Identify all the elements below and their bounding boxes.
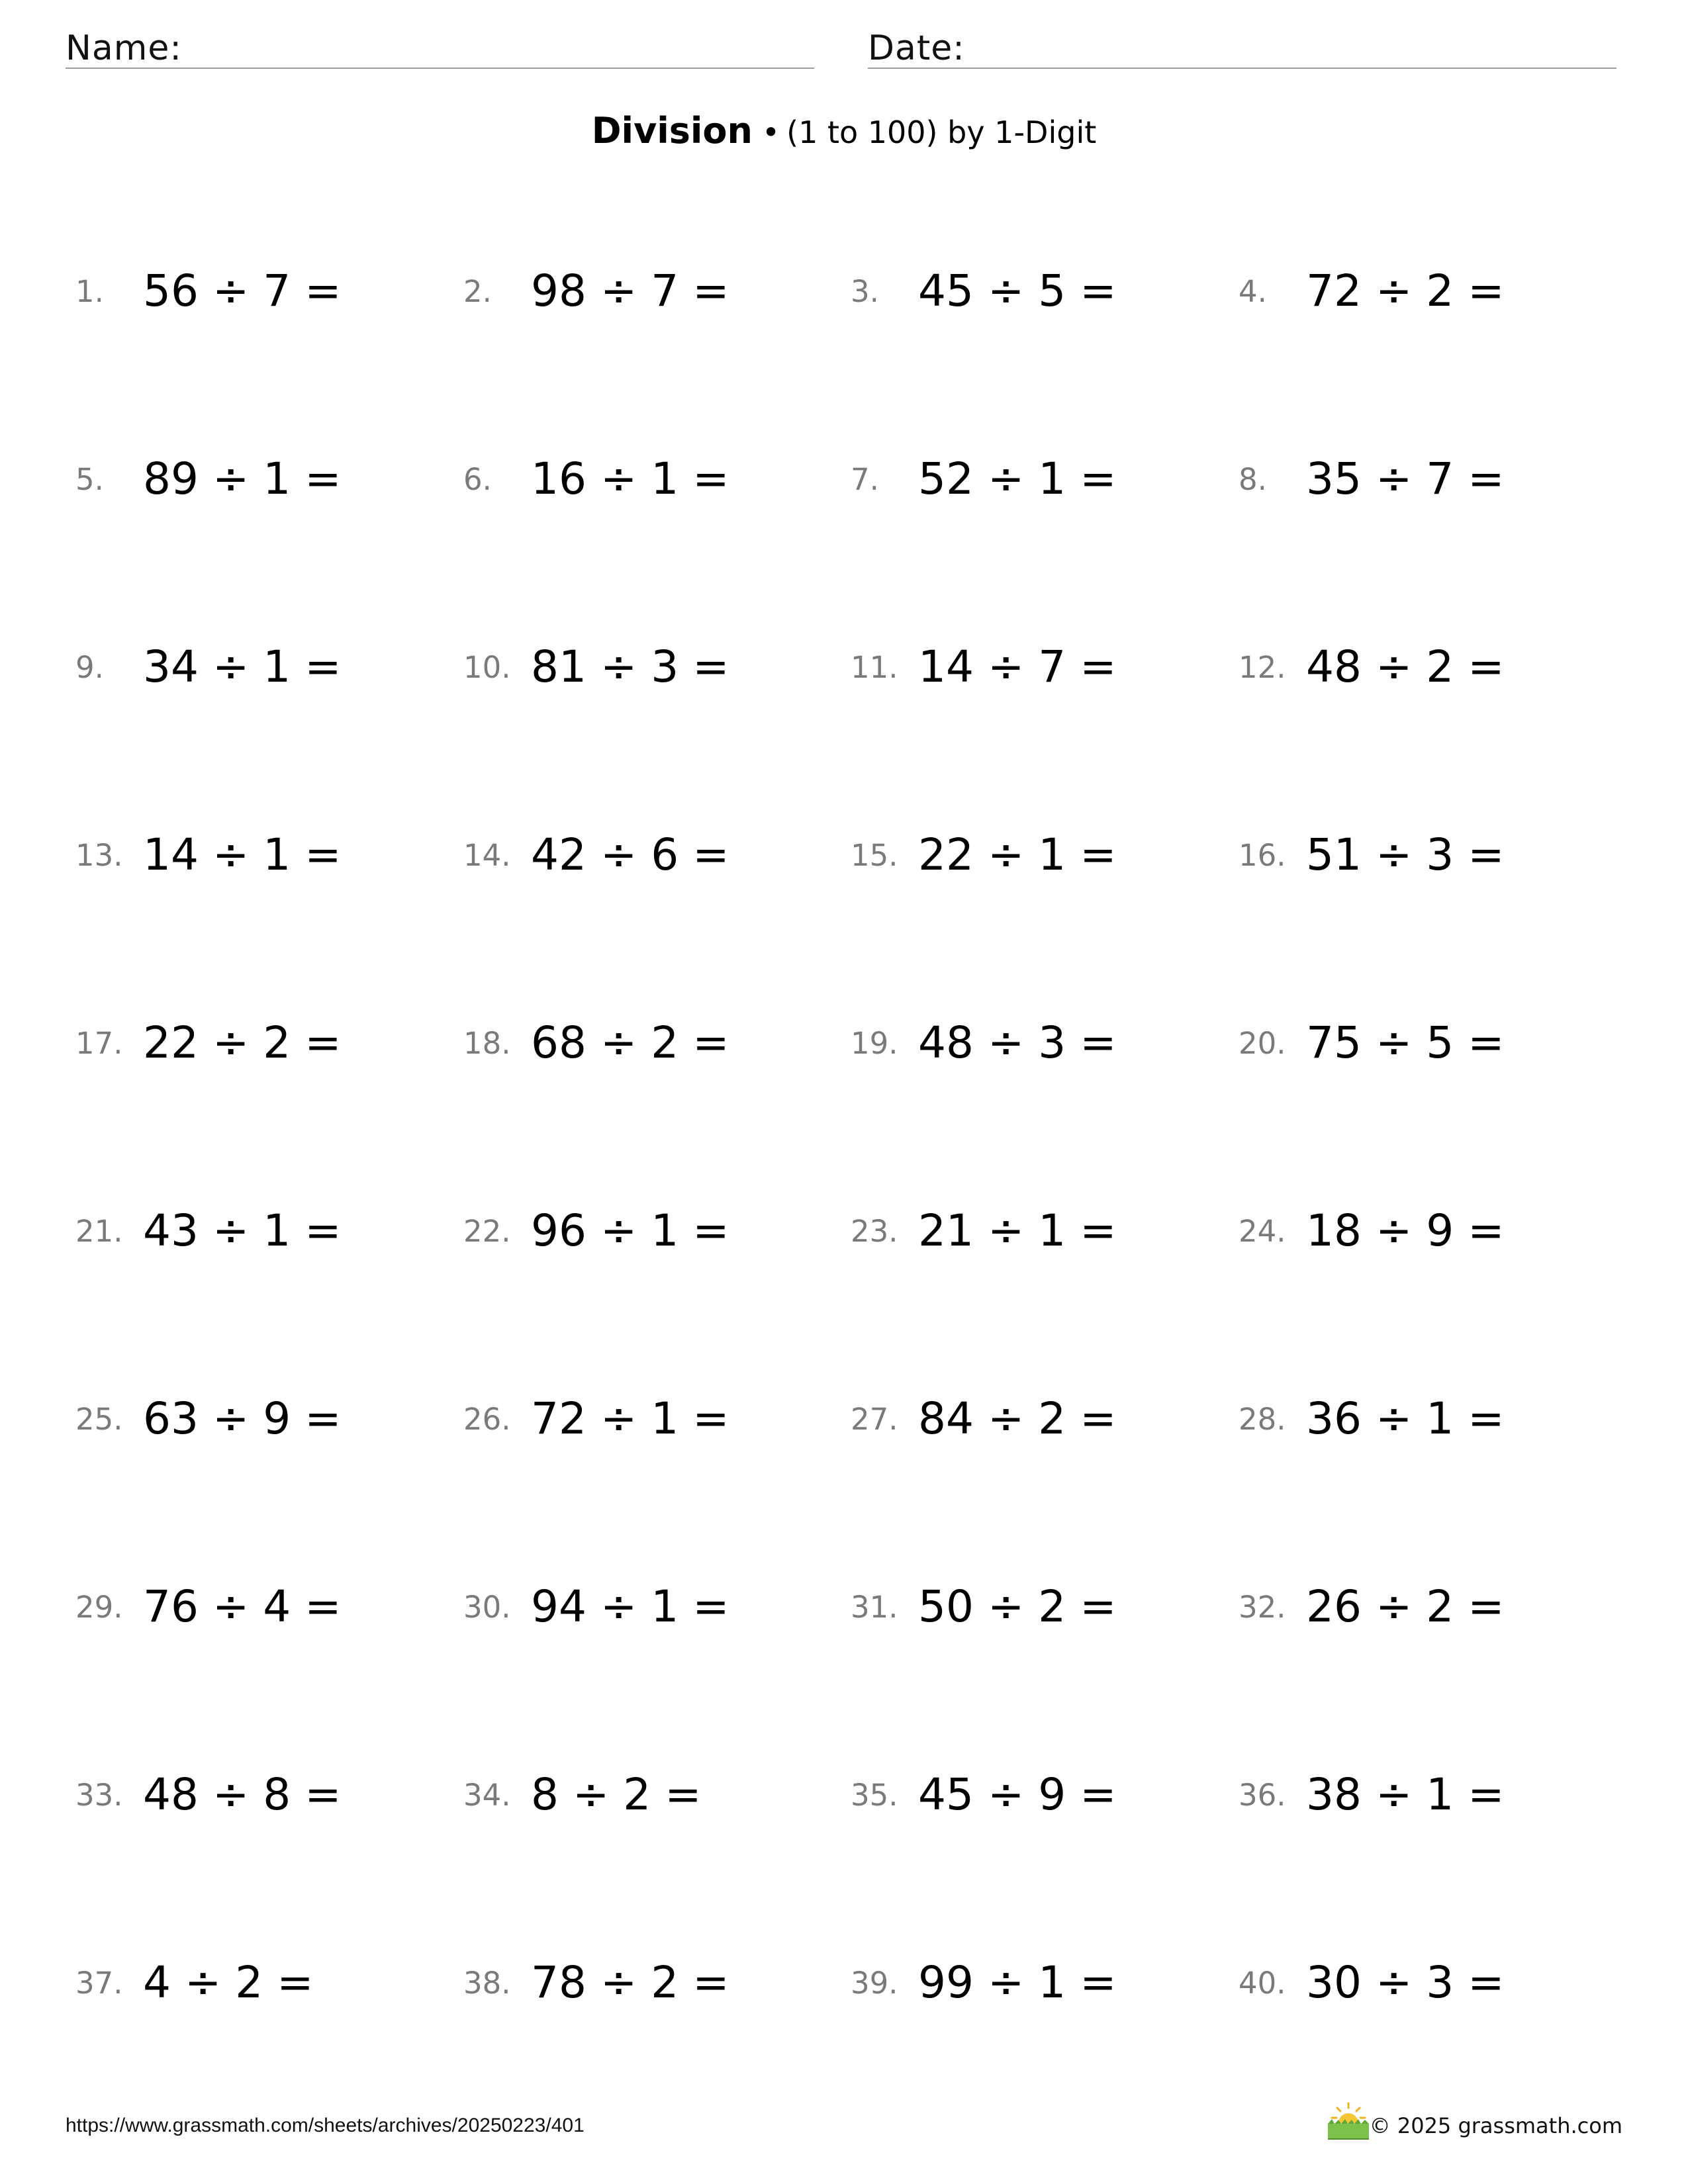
problem-number: 22. [463, 1214, 511, 1249]
problem-expression: 72 ÷ 1 = [531, 1393, 729, 1444]
date-line[interactable] [868, 68, 1617, 69]
problem-item [75, 449, 446, 516]
problem-item [75, 1953, 446, 2019]
problem-expression: 8 ÷ 2 = [531, 1769, 702, 1820]
problem-item [851, 1765, 1221, 1831]
problem-expression: 22 ÷ 2 = [143, 1017, 342, 1068]
problem-expression: 96 ÷ 1 = [531, 1205, 729, 1256]
problem-number: 12. [1239, 650, 1286, 685]
problem-item [463, 449, 834, 516]
grass-sun-logo-icon [1324, 2102, 1373, 2142]
problem-expression: 76 ÷ 4 = [143, 1581, 342, 1632]
problem-expression: 14 ÷ 1 = [143, 829, 342, 880]
problem-expression: 98 ÷ 7 = [531, 265, 729, 316]
title-main: Division [591, 110, 753, 152]
problem-number: 38. [463, 1966, 511, 2001]
problem-number: 26. [463, 1402, 511, 1437]
problem-item [851, 1201, 1221, 1267]
problem-number: 18. [463, 1026, 511, 1061]
problem-expression: 38 ÷ 1 = [1306, 1769, 1505, 1820]
problem-item [75, 1013, 446, 1079]
problem-item [1239, 1013, 1609, 1079]
problem-item [1239, 261, 1609, 328]
problem-expression: 89 ÷ 1 = [143, 453, 342, 504]
problem-item [1239, 825, 1609, 891]
problem-item [1239, 1577, 1609, 1643]
problem-number: 32. [1239, 1590, 1286, 1625]
date-label: Date: [868, 28, 965, 68]
problem-number: 15. [851, 838, 898, 873]
problem-item [75, 1389, 446, 1455]
problem-expression: 16 ÷ 1 = [531, 453, 729, 504]
problem-expression: 48 ÷ 3 = [918, 1017, 1117, 1068]
problem-item [75, 1577, 446, 1643]
problem-number: 8. [1239, 462, 1267, 497]
problem-expression: 36 ÷ 1 = [1306, 1393, 1505, 1444]
problem-item [1239, 449, 1609, 516]
problem-expression: 42 ÷ 6 = [531, 829, 729, 880]
problem-item [463, 1013, 834, 1079]
problem-item [463, 1577, 834, 1643]
problem-expression: 56 ÷ 7 = [143, 265, 342, 316]
problem-expression: 22 ÷ 1 = [918, 829, 1117, 880]
problem-item [1239, 1765, 1609, 1831]
problem-expression: 43 ÷ 1 = [143, 1205, 342, 1256]
problem-item [463, 1389, 834, 1455]
problem-item [1239, 637, 1609, 704]
problem-item [1239, 1201, 1609, 1267]
problem-number: 33. [75, 1778, 123, 1813]
problem-item [463, 1765, 834, 1831]
problem-item [75, 261, 446, 328]
problem-number: 30. [463, 1590, 511, 1625]
problem-item [851, 1013, 1221, 1079]
problem-number: 19. [851, 1026, 898, 1061]
problem-item [851, 449, 1221, 516]
problem-number: 7. [851, 462, 879, 497]
problem-number: 4. [1239, 274, 1267, 309]
problem-item [463, 637, 834, 704]
problem-expression: 94 ÷ 1 = [531, 1581, 729, 1632]
problem-number: 27. [851, 1402, 898, 1437]
problem-number: 25. [75, 1402, 123, 1437]
problem-number: 6. [463, 462, 492, 497]
problem-expression: 81 ÷ 3 = [531, 641, 729, 692]
problem-expression: 63 ÷ 9 = [143, 1393, 342, 1444]
problem-expression: 34 ÷ 1 = [143, 641, 342, 692]
problem-number: 28. [1239, 1402, 1286, 1437]
problem-number: 13. [75, 838, 123, 873]
problem-expression: 51 ÷ 3 = [1306, 829, 1505, 880]
problem-number: 20. [1239, 1026, 1286, 1061]
problem-expression: 48 ÷ 2 = [1306, 641, 1505, 692]
problem-expression: 30 ÷ 3 = [1306, 1957, 1505, 2008]
problem-item [463, 1953, 834, 2019]
problem-number: 11. [851, 650, 898, 685]
footer-url[interactable]: https://www.grassmath.com/sheets/archives/20250223/401 [66, 2115, 585, 2136]
page-title [0, 106, 1688, 158]
problem-expression: 26 ÷ 2 = [1306, 1581, 1505, 1632]
problem-item [851, 261, 1221, 328]
problem-number: 10. [463, 650, 511, 685]
problem-item [851, 825, 1221, 891]
problem-expression: 99 ÷ 1 = [918, 1957, 1117, 2008]
problem-number: 37. [75, 1966, 123, 2001]
problem-expression: 75 ÷ 5 = [1306, 1017, 1505, 1068]
problem-expression: 52 ÷ 1 = [918, 453, 1117, 504]
problem-item [851, 1953, 1221, 2019]
problem-item [463, 261, 834, 328]
problem-number: 29. [75, 1590, 123, 1625]
problem-item [75, 637, 446, 704]
problem-expression: 84 ÷ 2 = [918, 1393, 1117, 1444]
problem-item [1239, 1953, 1609, 2019]
problem-item [851, 1577, 1221, 1643]
problem-number: 23. [851, 1214, 898, 1249]
problem-number: 24. [1239, 1214, 1286, 1249]
problem-expression: 72 ÷ 2 = [1306, 265, 1505, 316]
problem-item [75, 1201, 446, 1267]
name-line[interactable] [66, 68, 814, 69]
problem-expression: 35 ÷ 7 = [1306, 453, 1505, 504]
problem-item [851, 637, 1221, 704]
problem-expression: 18 ÷ 9 = [1306, 1205, 1505, 1256]
problem-item [463, 825, 834, 891]
problem-expression: 45 ÷ 9 = [918, 1769, 1117, 1820]
problem-item [1239, 1389, 1609, 1455]
problem-number: 9. [75, 650, 104, 685]
problem-number: 36. [1239, 1778, 1286, 1813]
title-subtitle: (1 to 100) by 1-Digit [786, 114, 1097, 150]
problem-expression: 21 ÷ 1 = [918, 1205, 1117, 1256]
problem-item [851, 1389, 1221, 1455]
problem-item [75, 1765, 446, 1831]
problem-expression: 48 ÷ 8 = [143, 1769, 342, 1820]
title-bullet: • [761, 114, 780, 150]
problem-number: 5. [75, 462, 104, 497]
name-label: Name: [66, 28, 182, 68]
problem-number: 39. [851, 1966, 898, 2001]
problem-number: 2. [463, 274, 492, 309]
problem-expression: 45 ÷ 5 = [918, 265, 1117, 316]
problem-item [75, 825, 446, 891]
problem-number: 14. [463, 838, 511, 873]
problem-expression: 4 ÷ 2 = [143, 1957, 314, 2008]
problem-number: 31. [851, 1590, 898, 1625]
problem-expression: 14 ÷ 7 = [918, 641, 1117, 692]
problem-number: 35. [851, 1778, 898, 1813]
problem-number: 17. [75, 1026, 123, 1061]
problem-item [463, 1201, 834, 1267]
problem-number: 34. [463, 1778, 511, 1813]
problem-number: 3. [851, 274, 879, 309]
problem-expression: 50 ÷ 2 = [918, 1581, 1117, 1632]
problem-expression: 68 ÷ 2 = [531, 1017, 729, 1068]
problem-number: 40. [1239, 1966, 1286, 2001]
problem-expression: 78 ÷ 2 = [531, 1957, 729, 2008]
problem-number: 21. [75, 1214, 123, 1249]
footer-copyright: © 2025 grassmath.com [1369, 2113, 1622, 2138]
problem-number: 16. [1239, 838, 1286, 873]
problem-number: 1. [75, 274, 104, 309]
